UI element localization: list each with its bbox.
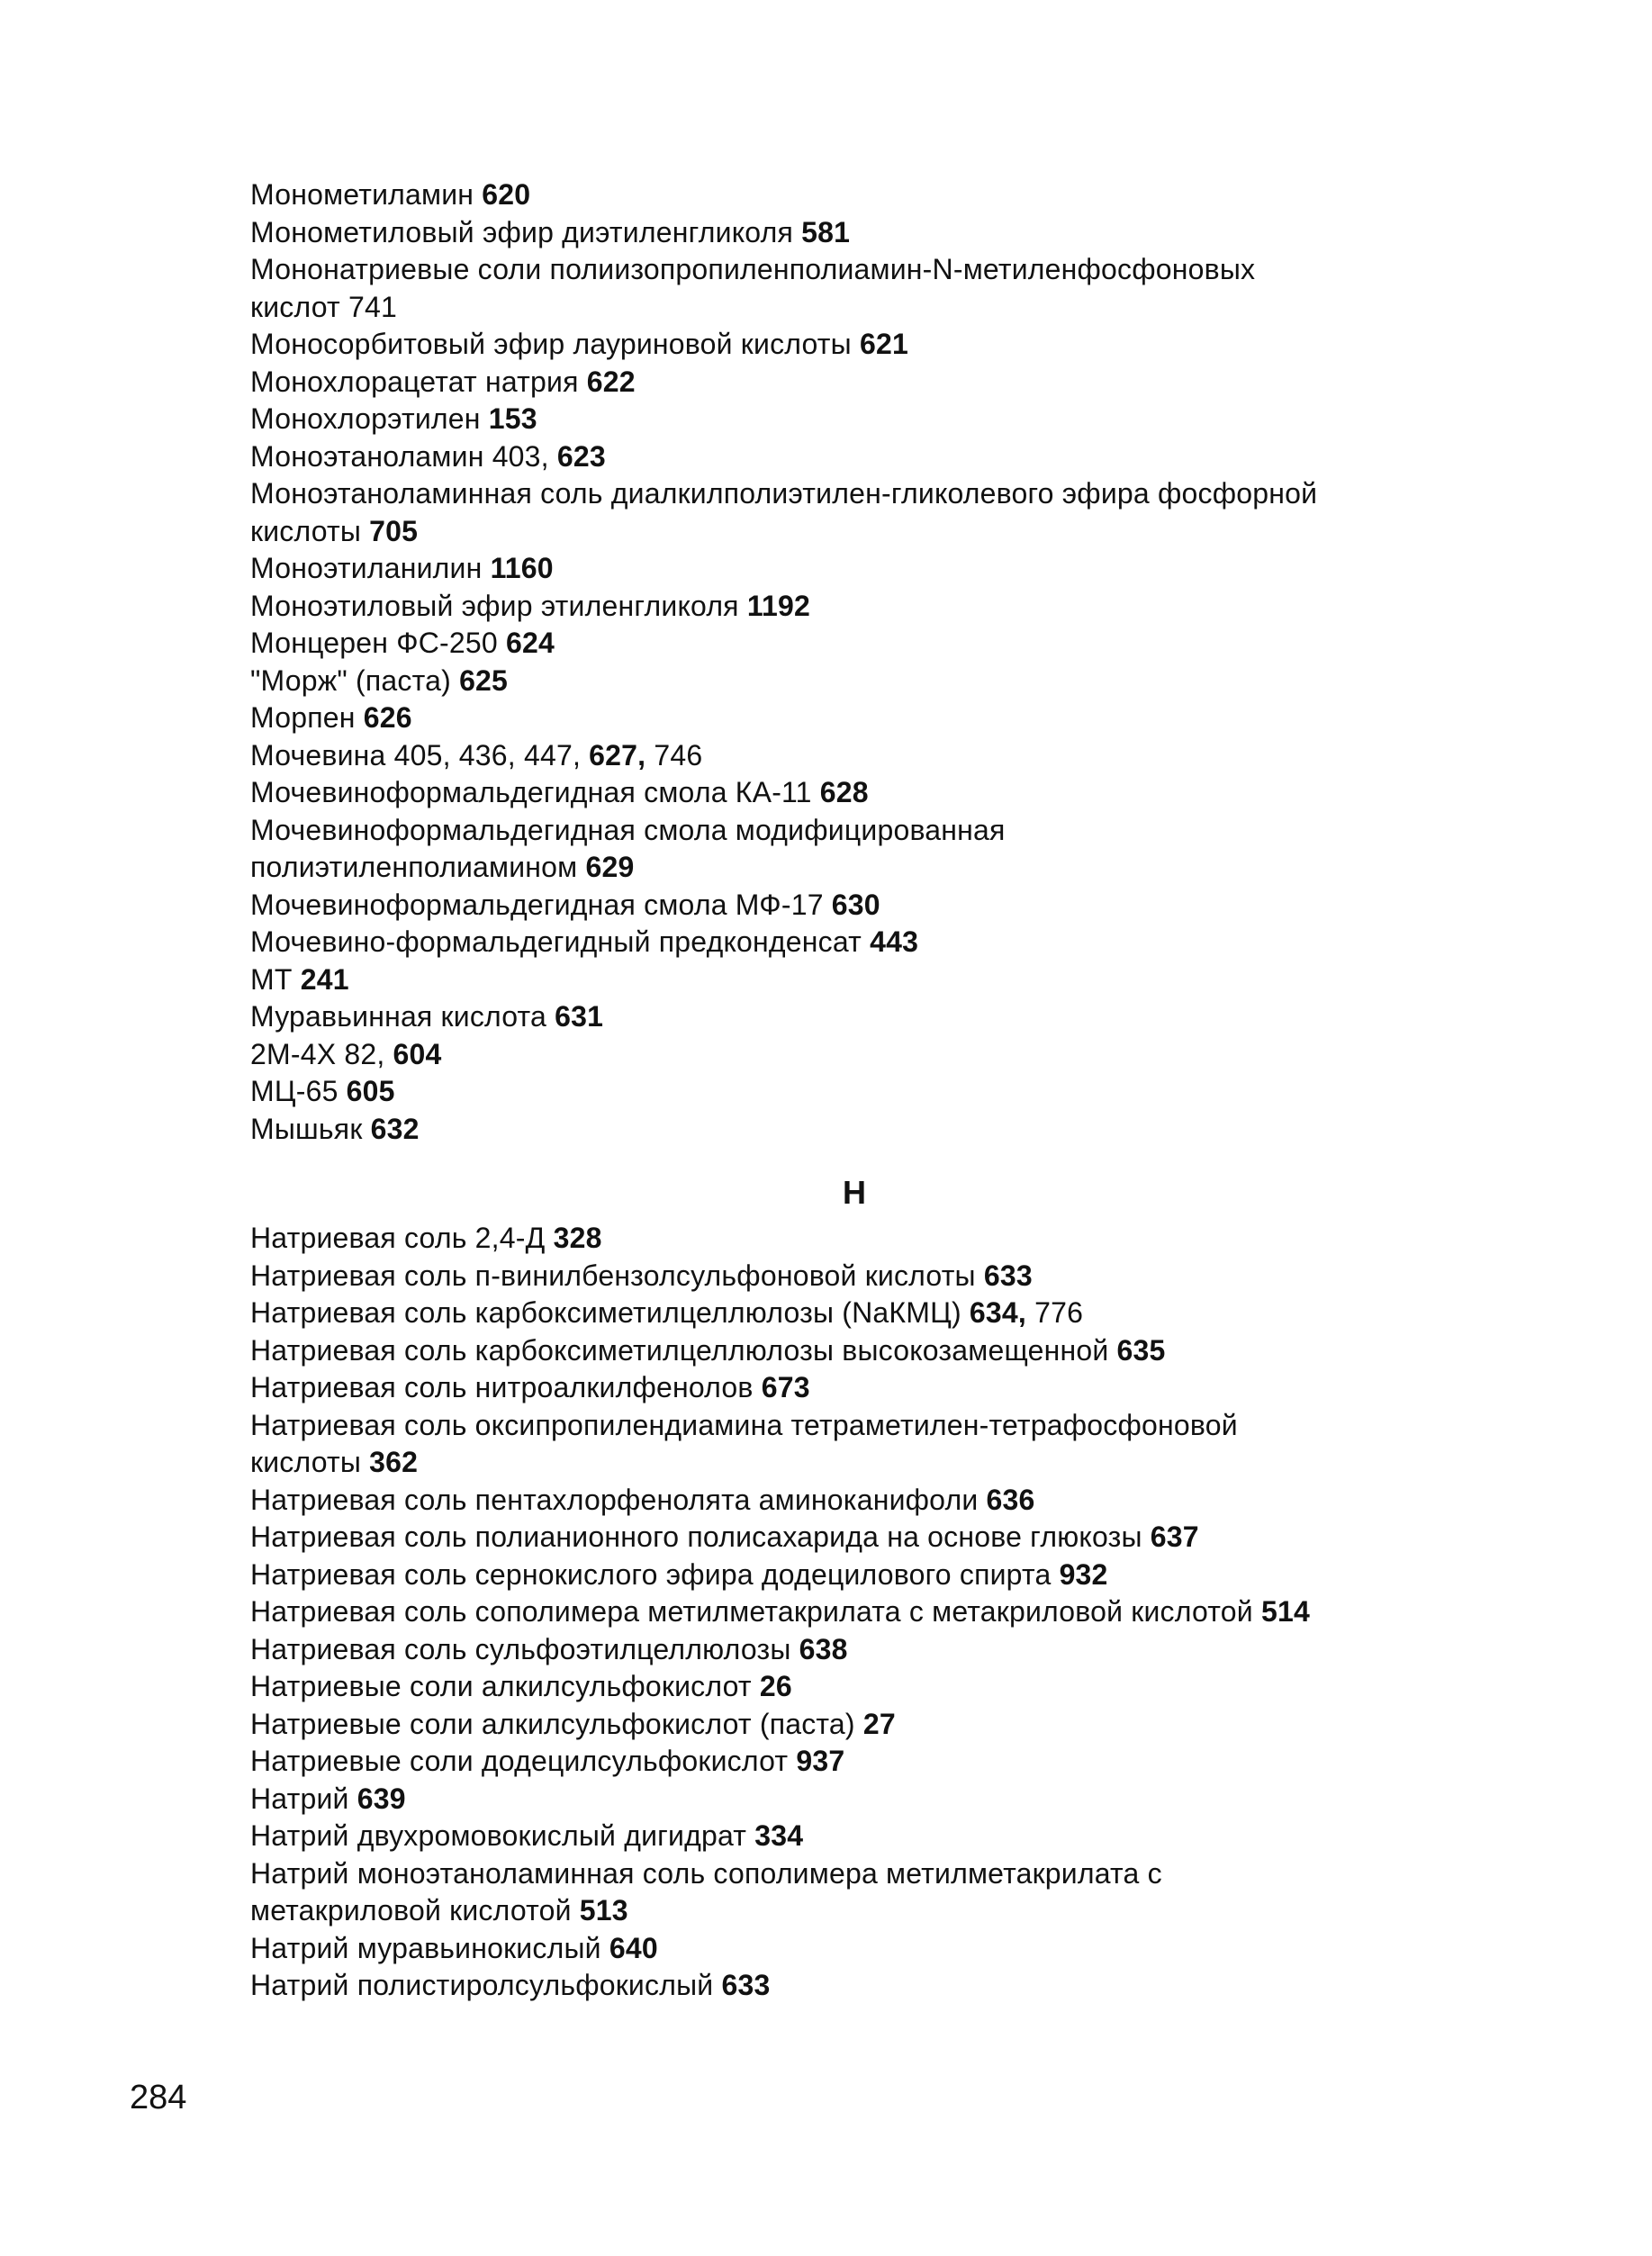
- index-term: Монцерен ФС-250: [250, 627, 498, 659]
- page-reference: 405, 436, 447,: [393, 738, 582, 772]
- page-reference: 605: [346, 1075, 395, 1107]
- index-term: Моноэтиланилин: [250, 552, 483, 584]
- page-reference: 623: [556, 439, 606, 473]
- index-term: Мочевиноформальдегидная смола модифицированная: [250, 813, 1006, 846]
- index-term: Моноэтаноламинная соль диалкилполиэтилен-гликолевого эфира фосфорной: [250, 477, 1318, 510]
- index-term: 2М-4Х: [250, 1037, 337, 1070]
- page-reference: 635: [1116, 1333, 1166, 1367]
- page-reference: 627,: [589, 738, 646, 772]
- index-term: "Морж" (паста): [250, 663, 451, 697]
- page-reference: 631: [555, 1000, 604, 1033]
- index-term: Натриевая соль 2,4-Д: [250, 1222, 546, 1254]
- index-entry: [250, 438, 1565, 476]
- index-entry: [250, 289, 1565, 327]
- index-term: Натриевая соль сополимера метилметакрилата с метакриловой кислотой: [250, 1595, 1253, 1628]
- page-reference: 673: [761, 1371, 810, 1403]
- index-entry: [250, 887, 1565, 925]
- page-reference: 1192: [746, 589, 811, 622]
- index-term: Натриевая соль нитроалкилфенолов: [250, 1371, 754, 1403]
- index-entry: [250, 1930, 1565, 1968]
- index-term: Натриевая соль оксипропилендиамина тетраметилен-тетрафосфоновой: [250, 1408, 1238, 1441]
- index-entry: [250, 1332, 1565, 1370]
- index-entry: [250, 1444, 1565, 1482]
- index-entry: [250, 998, 1565, 1036]
- index-term: Монометиламин: [250, 178, 474, 211]
- page-reference: 637: [1150, 1521, 1199, 1553]
- index-term: Натриевая соль карбоксиметилцеллюлозы высокозамещенной: [250, 1333, 1109, 1367]
- page-reference: 746: [654, 738, 703, 772]
- page-reference: 581: [801, 215, 851, 248]
- page-reference: 26: [759, 1670, 792, 1702]
- page-reference: 513: [579, 1894, 628, 1927]
- index-term: Мочевина: [250, 738, 386, 772]
- page-reference: 621: [859, 328, 908, 360]
- index-section-n: [250, 1220, 1565, 2005]
- page-reference: 633: [983, 1259, 1033, 1292]
- index-term: Муравьинная кислота: [250, 1000, 547, 1033]
- index-entry: [250, 588, 1565, 626]
- page-reference: 634,: [969, 1296, 1027, 1329]
- index-term: Морпен: [250, 701, 356, 734]
- index-term: Натрий: [250, 1782, 349, 1815]
- index-term: кислоты: [250, 514, 362, 547]
- page-reference: 153: [488, 402, 537, 435]
- index-term: Натриевые соли додецилсульфокислот: [250, 1745, 789, 1777]
- page-reference: 362: [369, 1446, 419, 1478]
- index-entry: [250, 176, 1565, 214]
- index-entry: [250, 1818, 1565, 1855]
- index-entry: [250, 625, 1565, 663]
- index-term: Натрий моноэтаноламинная соль сополимера метилметакрилата с: [250, 1856, 1162, 1890]
- index-entry: [250, 1967, 1565, 2005]
- index-term: Натриевая соль п-винилбензолсульфоновой кислоты: [250, 1259, 976, 1292]
- index-term: Натриевые соли алкилсульфокислот (паста): [250, 1707, 855, 1740]
- page-reference: 626: [363, 701, 412, 734]
- index-entry: [250, 1743, 1565, 1781]
- index-entry: [250, 1668, 1565, 1706]
- index-term: Натриевая соль карбоксиметилцеллюлозы (NaКМЦ): [250, 1296, 961, 1329]
- index-entry: [250, 1706, 1565, 1744]
- page-reference: 328: [553, 1222, 602, 1254]
- page-reference: 403,: [492, 439, 549, 473]
- index-entry: [250, 214, 1565, 252]
- index-entry: [250, 812, 1565, 850]
- index-term: Натрий двухромовокислый дигидрат: [250, 1819, 747, 1852]
- index-term: Мононатриевые соли полиизопропиленполиамин-N-метиленфосфоновых: [250, 253, 1256, 285]
- index-term: Мочевиноформальдегидная смола КА-11: [250, 776, 812, 808]
- index-entry: [250, 1557, 1565, 1594]
- index-term: кислоты: [250, 1446, 362, 1478]
- index-entry: [250, 251, 1565, 289]
- index-column: [250, 176, 1565, 2005]
- index-entry: [250, 961, 1565, 999]
- index-term: Моносорбитовый эфир лауриновой кислоты: [250, 328, 852, 360]
- index-entry: [250, 1892, 1565, 1930]
- index-entry: [250, 475, 1565, 513]
- index-entry: [250, 1631, 1565, 1669]
- page-reference: 241: [300, 962, 349, 996]
- index-entry: [250, 1036, 1565, 1074]
- index-entry: [250, 550, 1565, 588]
- page-reference: 628: [819, 776, 869, 808]
- index-entry: [250, 1258, 1565, 1295]
- index-entry: [250, 1855, 1565, 1893]
- page-reference: 633: [721, 1969, 771, 2001]
- index-entry: [250, 1295, 1565, 1332]
- index-entry: [250, 924, 1565, 961]
- index-term: МТ: [250, 962, 293, 996]
- page-reference: 334: [754, 1819, 804, 1852]
- index-entry: [250, 1073, 1565, 1111]
- index-entry: [250, 699, 1565, 737]
- index-term: Моноэтаноламин: [250, 439, 484, 473]
- index-entry: [250, 1593, 1565, 1631]
- page-reference: 624: [505, 627, 555, 659]
- index-term: Мочевиноформальдегидная смола МФ-17: [250, 888, 824, 921]
- page-reference: 514: [1260, 1595, 1310, 1628]
- index-entry: [250, 1220, 1565, 1258]
- index-term: кислот: [250, 290, 340, 323]
- page-reference: 443: [870, 925, 919, 958]
- index-entry: [250, 1482, 1565, 1520]
- index-entry: [250, 1369, 1565, 1407]
- page-reference: 1160: [490, 552, 554, 584]
- index-term: Натрий муравьинокислый: [250, 1931, 601, 1964]
- index-entry: [250, 1781, 1565, 1818]
- page-reference: 932: [1059, 1557, 1108, 1591]
- page-reference: 640: [609, 1931, 658, 1964]
- page-reference: 776: [1034, 1296, 1084, 1329]
- page-reference: 27: [862, 1707, 896, 1740]
- index-entry: [250, 1111, 1565, 1149]
- index-term: Монохлорэтилен: [250, 402, 481, 435]
- index-term: метакриловой кислотой: [250, 1894, 572, 1927]
- page-reference: 639: [357, 1782, 406, 1815]
- index-term: Мышьяк: [250, 1112, 363, 1145]
- index-term: полиэтиленполиамином: [250, 851, 578, 883]
- index-term: Монохлорацетат натрия: [250, 365, 579, 398]
- index-section-m: [250, 176, 1565, 1148]
- index-term: Монометиловый эфир диэтиленгликоля: [250, 215, 793, 248]
- page-reference: 705: [369, 514, 419, 547]
- index-term: МЦ-65: [250, 1075, 339, 1107]
- index-term: Моноэтиловый эфир этиленгликоля: [250, 589, 739, 622]
- index-term: Натриевая соль сульфоэтилцеллюлозы: [250, 1632, 791, 1665]
- page-reference: 632: [370, 1112, 420, 1145]
- page-reference: 82,: [344, 1037, 385, 1070]
- index-entry: [250, 364, 1565, 402]
- index-term: Натриевая соль пентахлорфенолята аминоканифоли: [250, 1483, 979, 1516]
- index-term: Мочевино-формальдегидный предконденсат: [250, 925, 862, 958]
- page-reference: 622: [586, 365, 636, 398]
- index-term: Натриевые соли алкилсульфокислот: [250, 1670, 752, 1702]
- index-entry: [250, 1407, 1565, 1445]
- index-entry: [250, 849, 1565, 887]
- index-entry: [250, 663, 1565, 700]
- page-reference: 937: [796, 1745, 845, 1777]
- index-term: Натриевая соль сернокислого эфира додецилового спирта: [250, 1557, 1052, 1591]
- index-entry: [250, 326, 1565, 364]
- page-number: 284: [130, 2079, 187, 2116]
- index-entry: [250, 737, 1565, 775]
- page-reference: 630: [831, 888, 880, 921]
- page-reference: 604: [393, 1037, 442, 1070]
- page-reference: 638: [799, 1632, 848, 1665]
- page-reference: 629: [585, 851, 635, 883]
- page-reference: 741: [348, 290, 397, 323]
- index-entry: [250, 1519, 1565, 1557]
- index-term: Натрий полистиролсульфокислый: [250, 1969, 714, 2001]
- index-entry: [250, 774, 1565, 812]
- page-reference: 636: [986, 1483, 1035, 1516]
- page-reference: 625: [459, 663, 509, 697]
- index-entry: [250, 401, 1565, 438]
- index-term: Натриевая соль полианионного полисахарида на основе глюкозы: [250, 1521, 1142, 1553]
- page-reference: 620: [482, 178, 531, 211]
- section-letter-heading: Н: [843, 1174, 866, 1211]
- index-entry: [250, 513, 1565, 551]
